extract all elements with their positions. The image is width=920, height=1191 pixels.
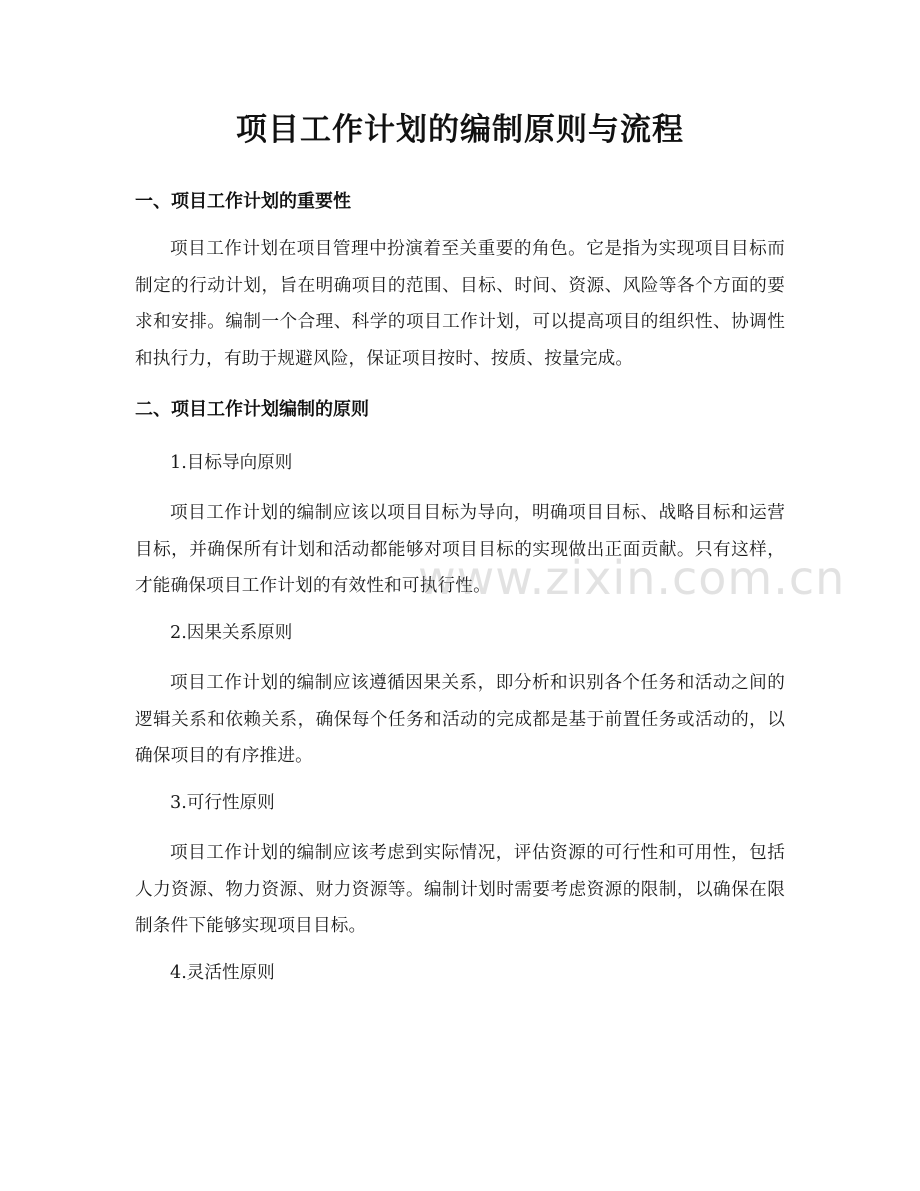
paragraph-importance: 项目工作计划在项目管理中扮演着至关重要的角色。它是指为实现项目目标而制定的行动计划，旨在明确项目的范围、目标、时间、资源、风险等各个方面的要求和安排。编制一个合理、科学的项目工作计划，可以提高项目的组织性、协调性和执行力，有助于规避风险，保证项目按时、按质、按量完成。 [135, 239, 785, 369]
section-heading-principles: 二、项目工作计划编制的原则 [135, 399, 369, 420]
principle-title-flexibility: 4.灵活性原则 [170, 963, 275, 983]
principle-title-feasibility: 3.可行性原则 [170, 793, 275, 813]
principle-title-goal: 1.目标导向原则 [170, 453, 293, 473]
document-title: 项目工作计划的编制原则与流程 [236, 112, 684, 148]
watermark: www.zixin.com.cn [418, 551, 846, 605]
principle-text-goal: 项目工作计划的编制应该以项目目标为导向，明确项目目标、战略目标和运营目标，并确保所有计划和活动都能够对项目目标的实现做出正面贡献。只有这样，才能确保项目工作计划的有效性和可执行性。 [135, 503, 785, 596]
principle-text-feasibility: 项目工作计划的编制应该考虑到实际情况，评估资源的可行性和可用性，包括人力资源、物力资源、财力资源等。编制计划时需要考虑资源的限制，以确保在限制条件下能够实现项目目标。 [135, 843, 785, 936]
section-heading-importance: 一、项目工作计划的重要性 [135, 191, 351, 212]
principle-title-causality: 2.因果关系原则 [170, 623, 293, 643]
principle-text-causality: 项目工作计划的编制应该遵循因果关系，即分析和识别各个任务和活动之间的逻辑关系和依赖关系，确保每个任务和活动的完成都是基于前置任务或活动的，以确保项目的有序推进。 [135, 673, 785, 766]
